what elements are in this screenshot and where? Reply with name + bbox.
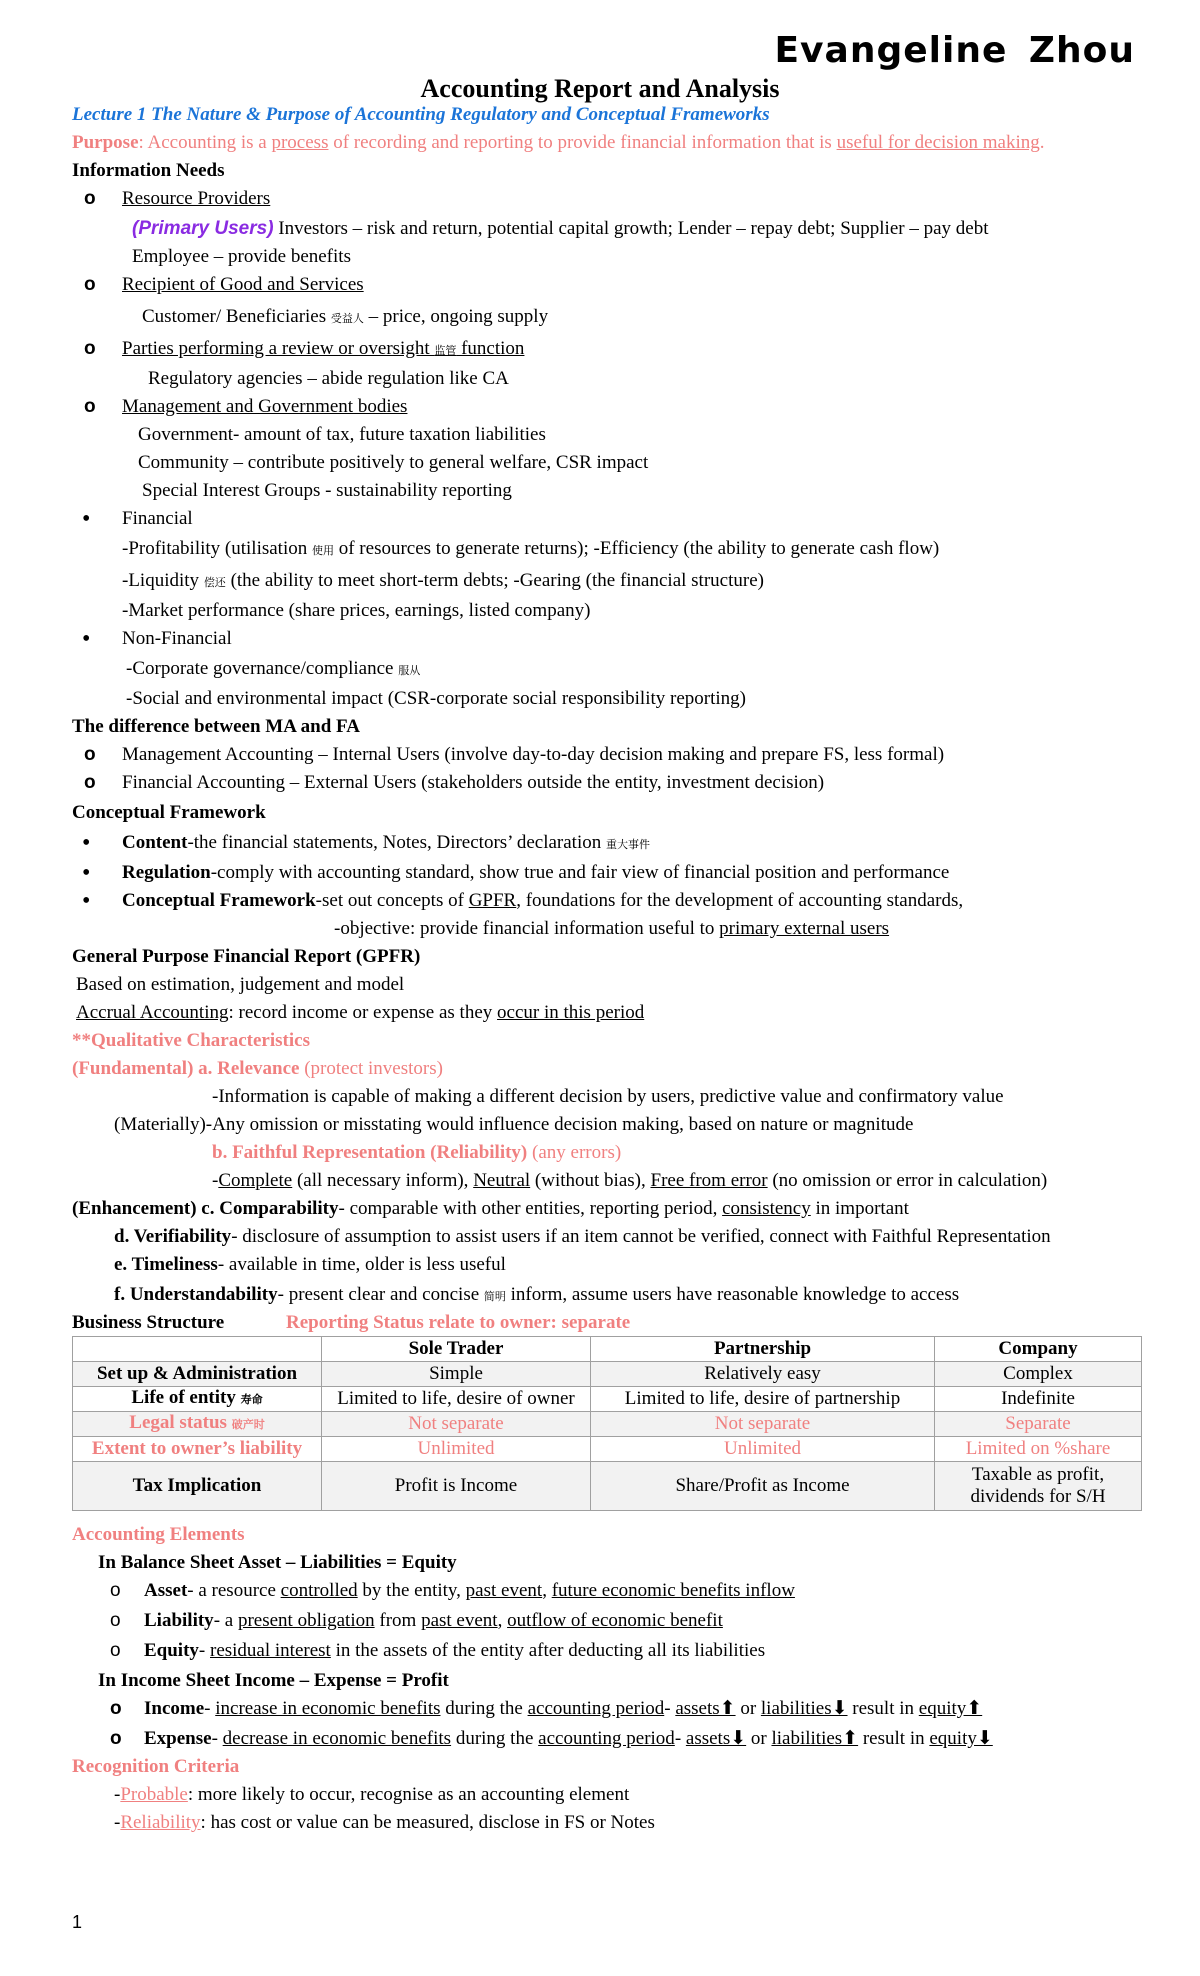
text: equity⬇ bbox=[929, 1728, 993, 1749]
text: Free from error bbox=[650, 1170, 768, 1191]
text: during the bbox=[440, 1698, 528, 1719]
table-cell: Indefinite bbox=[935, 1387, 1142, 1412]
text: Probable bbox=[120, 1784, 188, 1805]
text: by the entity, bbox=[357, 1580, 466, 1601]
table-cell: Separate bbox=[935, 1412, 1142, 1437]
list-item: Resource Providers bbox=[122, 188, 271, 209]
reporting-status-note: Reporting Status relate to owner: separate bbox=[286, 1312, 631, 1333]
circle-bullet-icon: o bbox=[84, 772, 96, 793]
text: Investors – risk and return, potential capital growth; Lender – repay debt; Supplier – pay debt bbox=[273, 218, 989, 239]
text: (all necessary inform), bbox=[292, 1170, 474, 1191]
text: controlled bbox=[280, 1580, 358, 1601]
list-item: Special Interest Groups - sustainability reporting bbox=[142, 480, 512, 501]
list-item bbox=[126, 658, 420, 682]
circle-bullet-icon: o bbox=[110, 1728, 122, 1749]
table-header-cell: Sole Trader bbox=[322, 1337, 591, 1362]
row-header bbox=[73, 1387, 322, 1412]
list-item: Management and Government bodies bbox=[122, 396, 408, 417]
text: - bbox=[211, 1728, 223, 1749]
text: decrease in economic benefits bbox=[222, 1728, 452, 1749]
text: (Enhancement) c. Comparability bbox=[72, 1198, 339, 1219]
list-item: Government- amount of tax, future taxation liabilities bbox=[138, 424, 546, 445]
table-row bbox=[73, 1362, 1142, 1387]
list-item: Employee – provide benefits bbox=[132, 246, 351, 267]
list-item bbox=[334, 918, 889, 940]
section-heading-ma-fa: The difference between MA and FA bbox=[72, 716, 360, 737]
section-heading-conceptual-framework: Conceptual Framework bbox=[72, 802, 266, 823]
purpose-label: Purpose bbox=[72, 132, 139, 153]
text: future economic benefits inflow bbox=[551, 1580, 795, 1601]
list-item bbox=[144, 1728, 993, 1750]
dot-bullet-icon: • bbox=[82, 888, 91, 914]
text: b. Faithful Representation (Reliability) bbox=[212, 1142, 528, 1163]
text: inform, assume users have reasonable knowledge to access bbox=[505, 1284, 960, 1305]
text: assets⬇ bbox=[685, 1728, 747, 1749]
table-cell: Relatively easy bbox=[591, 1362, 935, 1387]
text: d. Verifiability bbox=[114, 1226, 232, 1247]
table-cell: Taxable as profit, dividends for S/H bbox=[935, 1462, 1142, 1511]
table-cell: Profit is Income bbox=[322, 1462, 591, 1511]
section-heading-gpfr: General Purpose Financial Report (GPFR) bbox=[72, 946, 421, 967]
text: residual interest bbox=[210, 1640, 331, 1661]
text: : more likely to occur, recognise as an accounting element bbox=[187, 1784, 630, 1805]
text: past event bbox=[465, 1580, 543, 1601]
text: (any errors) bbox=[527, 1142, 622, 1163]
list-item: -Market performance (share prices, earnings, listed company) bbox=[122, 600, 591, 621]
text: f. Understandability bbox=[114, 1284, 278, 1305]
section-heading-business-structure: Business Structure bbox=[72, 1312, 225, 1333]
list-item: Community – contribute positively to general welfare, CSR impact bbox=[138, 452, 649, 473]
table-row bbox=[73, 1462, 1142, 1511]
text: : record income or expense as they bbox=[228, 1002, 498, 1023]
dot-bullet-icon: • bbox=[82, 506, 91, 532]
text: - bbox=[674, 1728, 686, 1749]
list-item bbox=[122, 338, 524, 362]
text: - comparable with other entities, reporting period, bbox=[338, 1198, 723, 1219]
table-cell: Unlimited bbox=[322, 1437, 591, 1462]
text: - bbox=[114, 1784, 121, 1805]
list-item: Non-Financial bbox=[122, 628, 232, 649]
text: - disclosure of assumption to assist users if an item cannot be verified, connect with Faithful Representation bbox=[231, 1226, 1051, 1247]
text: -objective: provide financial information useful to bbox=[334, 918, 720, 939]
text: from bbox=[374, 1610, 422, 1631]
text: process bbox=[271, 132, 329, 153]
table-row bbox=[73, 1387, 1142, 1412]
text: (Fundamental) a. Relevance bbox=[72, 1058, 300, 1079]
table-cell: Limited on %share bbox=[935, 1437, 1142, 1462]
list-item: Financial Accounting – External Users (stakeholders outside the entity, investment decision) bbox=[122, 772, 825, 793]
list-item bbox=[114, 1812, 655, 1834]
row-header bbox=[73, 1412, 322, 1437]
text: function bbox=[456, 338, 525, 359]
text: Regulation bbox=[122, 862, 211, 883]
list-item bbox=[144, 1640, 765, 1662]
list-item bbox=[144, 1610, 723, 1632]
text: Reliability bbox=[120, 1812, 201, 1833]
text: -Corporate governance/compliance bbox=[126, 658, 399, 679]
page-title: Accounting Report and Analysis bbox=[420, 74, 780, 103]
subheading-faithful-representation bbox=[212, 1142, 621, 1164]
text: result in bbox=[858, 1728, 930, 1749]
table-header-cell: Company bbox=[935, 1337, 1142, 1362]
list-item bbox=[122, 862, 949, 884]
table-cell: Simple bbox=[322, 1362, 591, 1387]
row-header: Tax Implication bbox=[73, 1462, 322, 1511]
table-cell: Not separate bbox=[322, 1412, 591, 1437]
section-heading-information-needs: Information Needs bbox=[72, 160, 225, 181]
lecture-heading: Lecture 1 The Nature & Purpose of Accounting Regulatory and Conceptual Frameworks bbox=[72, 104, 770, 125]
text: Content bbox=[122, 832, 188, 853]
text: -the financial statements, Notes, Directors’ declaration bbox=[187, 832, 606, 853]
text: primary external users bbox=[719, 918, 890, 939]
text: Legal status bbox=[129, 1412, 232, 1433]
text: - available in time, older is less useful bbox=[217, 1254, 506, 1275]
list-item: Regulatory agencies – abide regulation like CA bbox=[148, 368, 509, 389]
text: present obligation bbox=[237, 1610, 375, 1631]
text: of recording and reporting to provide financial information that is bbox=[328, 132, 837, 153]
list-item: Management Accounting – Internal Users (involve day-to-day decision making and prepare FS, less formal) bbox=[122, 744, 945, 765]
paragraph bbox=[114, 1284, 959, 1308]
text: Liability bbox=[144, 1610, 214, 1631]
text: (without bias), bbox=[530, 1170, 651, 1191]
text: : Accounting is a bbox=[138, 132, 272, 153]
circle-bullet-icon: o bbox=[110, 1698, 122, 1719]
text: - bbox=[204, 1698, 216, 1719]
text: 破产时 bbox=[231, 1419, 265, 1431]
list-item bbox=[132, 218, 988, 240]
text: . bbox=[1039, 132, 1045, 153]
text: or bbox=[735, 1698, 761, 1719]
section-heading-recognition-criteria: Recognition Criteria bbox=[72, 1756, 240, 1777]
list-item bbox=[122, 538, 939, 562]
text: - bbox=[114, 1812, 121, 1833]
list-item: -Social and environmental impact (CSR-corporate social responsibility reporting) bbox=[126, 688, 746, 709]
table-header-cell bbox=[73, 1337, 322, 1362]
text: Accrual Accounting bbox=[76, 1002, 229, 1023]
paragraph bbox=[76, 1002, 644, 1024]
table-row bbox=[73, 1437, 1142, 1462]
list-item bbox=[142, 306, 548, 330]
text: during the bbox=[451, 1728, 539, 1749]
row-header: Set up & Administration bbox=[73, 1362, 322, 1387]
text: - present clear and concise bbox=[277, 1284, 484, 1305]
text: or bbox=[746, 1728, 772, 1749]
table-cell: Limited to life, desire of partnership bbox=[591, 1387, 935, 1412]
text: consistency bbox=[722, 1198, 811, 1219]
table-header-row bbox=[73, 1337, 1142, 1362]
table-cell: Not separate bbox=[591, 1412, 935, 1437]
list-item bbox=[122, 832, 650, 856]
text: outflow of economic benefit bbox=[507, 1610, 723, 1631]
circle-bullet-icon: o bbox=[84, 274, 96, 295]
text: (protect investors) bbox=[299, 1058, 443, 1079]
text: Customer/ Beneficiaries bbox=[142, 306, 331, 327]
text: accounting period bbox=[527, 1698, 665, 1719]
circle-bullet-icon: o bbox=[110, 1640, 121, 1661]
text: -comply with accounting standard, show true and fair view of financial position and performance bbox=[210, 862, 950, 883]
text: , bbox=[542, 1580, 552, 1601]
text: equity⬆ bbox=[918, 1698, 983, 1719]
text: - bbox=[198, 1640, 210, 1661]
list-item bbox=[122, 890, 963, 912]
text: , foundations for the development of accounting standards, bbox=[516, 890, 964, 911]
text: Equity bbox=[144, 1640, 199, 1661]
text: 重大事件 bbox=[606, 839, 650, 851]
text: e. Timeliness bbox=[114, 1254, 218, 1275]
table-cell: Limited to life, desire of owner bbox=[322, 1387, 591, 1412]
list-item: Financial bbox=[122, 508, 193, 529]
text: : has cost or value can be measured, disclose in FS or Notes bbox=[200, 1812, 655, 1833]
circle-bullet-icon: o bbox=[84, 396, 96, 417]
text: 简明 bbox=[483, 1291, 506, 1303]
section-heading-qualitative: **Qualitative Characteristics bbox=[72, 1030, 310, 1051]
table-header-cell: Partnership bbox=[591, 1337, 935, 1362]
text: GPFR bbox=[468, 890, 517, 911]
list-item bbox=[144, 1580, 795, 1602]
paragraph: -Information is capable of making a different decision by users, predictive value and confirmatory value bbox=[212, 1086, 1004, 1107]
primary-users-label: (Primary Users) bbox=[132, 218, 274, 239]
text: Conceptual Framework bbox=[122, 890, 316, 911]
text: in important bbox=[810, 1198, 909, 1219]
circle-bullet-icon: o bbox=[110, 1580, 121, 1601]
text: of resources to generate returns); -Efficiency (the ability to generate cash flow) bbox=[333, 538, 940, 559]
list-item bbox=[122, 570, 764, 594]
text: past event bbox=[421, 1610, 498, 1631]
text: Parties performing a review or oversight bbox=[122, 338, 435, 359]
text: Income bbox=[144, 1698, 205, 1719]
text: assets⬆ bbox=[675, 1698, 736, 1719]
list-item bbox=[114, 1784, 629, 1806]
paragraph bbox=[72, 1198, 909, 1220]
table-cell: Share/Profit as Income bbox=[591, 1462, 935, 1511]
dot-bullet-icon: • bbox=[82, 830, 91, 856]
text: Expense bbox=[144, 1728, 212, 1749]
paragraph bbox=[114, 1254, 506, 1276]
subheading-relevance bbox=[72, 1058, 443, 1080]
text: Complete bbox=[218, 1170, 293, 1191]
text: Life of entity bbox=[131, 1387, 241, 1408]
table-cell: Unlimited bbox=[591, 1437, 935, 1462]
author-name: Evangeline Zhou bbox=[774, 30, 1135, 71]
paragraph: Based on estimation, judgement and model bbox=[76, 974, 405, 995]
business-structure-table bbox=[72, 1336, 1142, 1511]
text: (no omission or error in calculation) bbox=[767, 1170, 1048, 1191]
text: Neutral bbox=[473, 1170, 531, 1191]
subheading-income-sheet: In Income Sheet Income – Expense = Profit bbox=[98, 1670, 449, 1691]
text: (the ability to meet short-term debts; -Gearing (the financial structure) bbox=[225, 570, 764, 591]
text: - bbox=[212, 1170, 219, 1191]
subheading-balance-sheet: In Balance Sheet Asset – Liabilities = Equity bbox=[98, 1552, 457, 1573]
text: -set out concepts of bbox=[315, 890, 469, 911]
text: , bbox=[497, 1610, 508, 1631]
text: increase in economic benefits bbox=[215, 1698, 441, 1719]
text: 监管 bbox=[434, 345, 457, 357]
circle-bullet-icon: o bbox=[84, 338, 96, 359]
section-heading-accounting-elements: Accounting Elements bbox=[72, 1524, 245, 1545]
list-item bbox=[144, 1698, 982, 1720]
text: -Profitability (utilisation bbox=[122, 538, 312, 559]
text: - a bbox=[213, 1610, 238, 1631]
text: – price, ongoing supply bbox=[363, 306, 549, 327]
list-item: Recipient of Good and Services bbox=[122, 274, 364, 295]
text: liabilities⬇ bbox=[760, 1698, 848, 1719]
paragraph: (Materially)-Any omission or misstating would influence decision making, based on nature or magnitude bbox=[114, 1114, 914, 1135]
circle-bullet-icon: o bbox=[84, 188, 96, 209]
page-number: 1 bbox=[72, 1912, 83, 1932]
dot-bullet-icon: • bbox=[82, 626, 91, 652]
paragraph bbox=[212, 1170, 1047, 1192]
paragraph bbox=[114, 1226, 1051, 1248]
text: useful for decision making bbox=[836, 132, 1040, 153]
text: 偿还 bbox=[203, 577, 226, 589]
dot-bullet-icon: • bbox=[82, 860, 91, 886]
text: 使用 bbox=[311, 545, 334, 557]
text: - bbox=[664, 1698, 676, 1719]
text: result in bbox=[847, 1698, 919, 1719]
text: 寿命 bbox=[240, 1394, 263, 1406]
text: accounting period bbox=[538, 1728, 675, 1749]
text: -Liquidity bbox=[122, 570, 204, 591]
table-row bbox=[73, 1412, 1142, 1437]
row-header: Extent to owner’s liability bbox=[73, 1437, 322, 1462]
text: - a resource bbox=[187, 1580, 281, 1601]
text: liabilities⬆ bbox=[771, 1728, 859, 1749]
text: occur in this period bbox=[497, 1002, 645, 1023]
table-cell: Complex bbox=[935, 1362, 1142, 1387]
purpose-line bbox=[72, 132, 1044, 154]
text: 服从 bbox=[398, 665, 421, 677]
text: Asset bbox=[144, 1580, 188, 1601]
text: 受益人 bbox=[330, 313, 364, 325]
circle-bullet-icon: o bbox=[110, 1610, 121, 1631]
text: in the assets of the entity after deducting all its liabilities bbox=[330, 1640, 766, 1661]
circle-bullet-icon: o bbox=[84, 744, 96, 765]
